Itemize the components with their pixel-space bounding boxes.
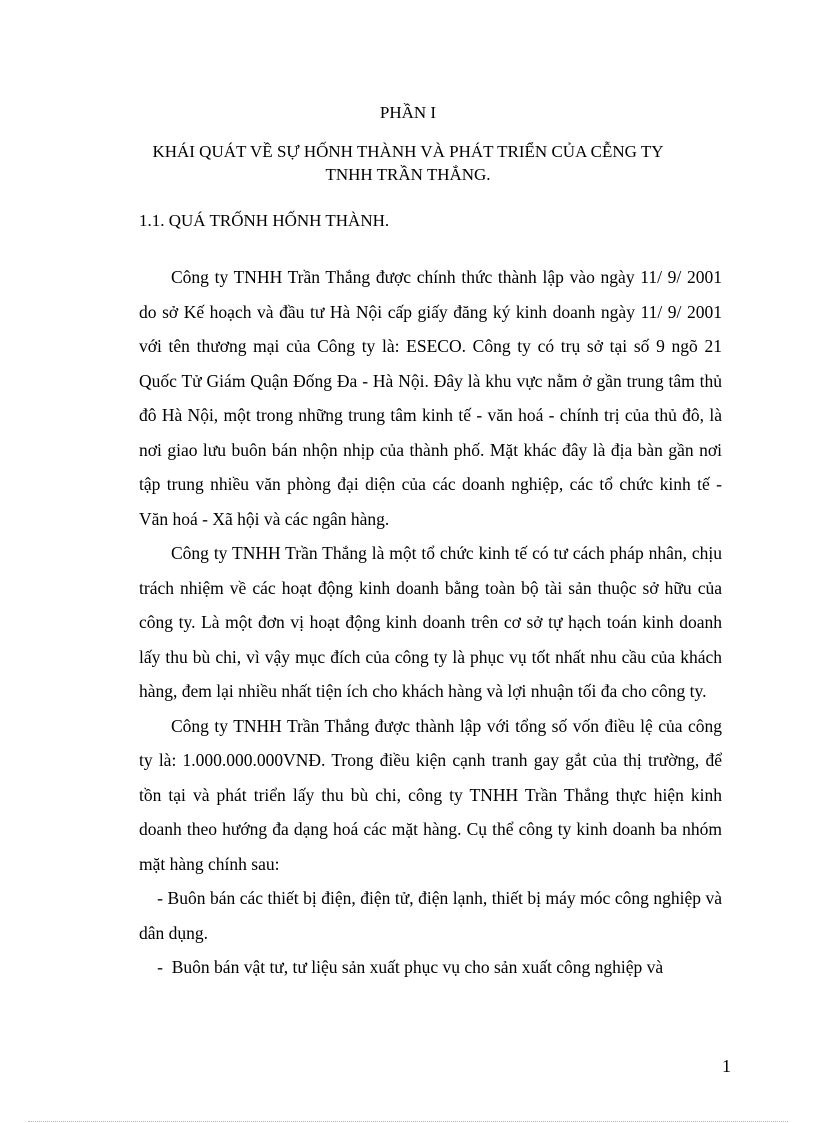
bullet-marker: - — [157, 957, 163, 977]
paragraph: Công ty TNHH Trần Thắng được thành lập với tổng số vốn điều lệ của công ty là: 1.000.000.000VNĐ. Trong điều kiện cạnh tranh gay gắt của thị trường, để tồn tại và phát triển lấy thu bù chi, công ty TNHH Trần Thắng thực hiện kinh doanh theo hướng đa dạng hoá các mặt hàng. Cụ thể công ty kinh doanh ba nhóm mặt hàng chính sau: — [139, 715, 722, 874]
page-number: 1 — [722, 1056, 731, 1076]
bullet-text: Buôn bán vật tư, tư liệu sản xuất phục vụ cho sản xuất công nghiệp và — [171, 957, 664, 977]
bullet-marker: - — [157, 888, 163, 908]
part-title: PHẦN I — [379, 103, 437, 122]
chapter-title: KHÁI QUÁT VỀ SỰ HỐNH THÀNH VÀ PHÁT TRIỂN CỦA CỄNG TY TNHH TRẦN THẮNG. — [152, 142, 664, 184]
bullet-item — [139, 950, 722, 985]
section-heading: 1.1. QUÁ TRỐNH HỐNH THÀNH. — [139, 211, 390, 230]
page-bottom-divider — [28, 1121, 788, 1122]
paragraph: Công ty TNHH Trần Thắng được chính thức thành lập vào ngày 11/ 9/ 2001 do sở Kế hoạch và đầu tư Hà Nội cấp giấy đăng ký kinh doanh ngày 11/ 9/ 2001 với tên thương mại của Công ty là: ESECO. Công ty có trụ sở tại số 9 ngõ 21 Quốc Tử Giám Quận Đống Đa - Hà Nội. Đây là khu vực nằm ở gần trung tâm thủ đô Hà Nội, một trong những trung tâm kinh tế - văn hoá - chính trị của thủ đô, là nơi giao lưu buôn bán nhộn nhịp của thành phố. Mặt khác đây là địa bàn gần nơi tập trung nhiều văn phòng đại diện của các doanh nghiệp, các tổ chức kinh tế - Văn hoá - Xã hội và các ngân hàng. — [139, 267, 722, 529]
bullet-item — [139, 881, 722, 950]
paragraph: Công ty TNHH Trần Thắng là một tổ chức kinh tế có tư cách pháp nhân, chịu trách nhiệm về các hoạt động kinh doanh bằng toàn bộ tài sản thuộc sở hữu của công ty. Là một đơn vị hoạt động kinh doanh trên cơ sở tự hạch toán kinh doanh lấy thu bù chi, vì vậy mục đích của công ty là phục vụ tốt nhất nhu cầu của khách hàng, đem lại nhiều nhất tiện ích cho khách hàng và lợi nhuận tối đa cho công ty. — [139, 543, 722, 701]
document-body — [139, 260, 722, 985]
bullet-text: Buôn bán các thiết bị điện, điện tử, điện lạnh, thiết bị máy móc công nghiệp và dân dụng. — [139, 888, 722, 943]
